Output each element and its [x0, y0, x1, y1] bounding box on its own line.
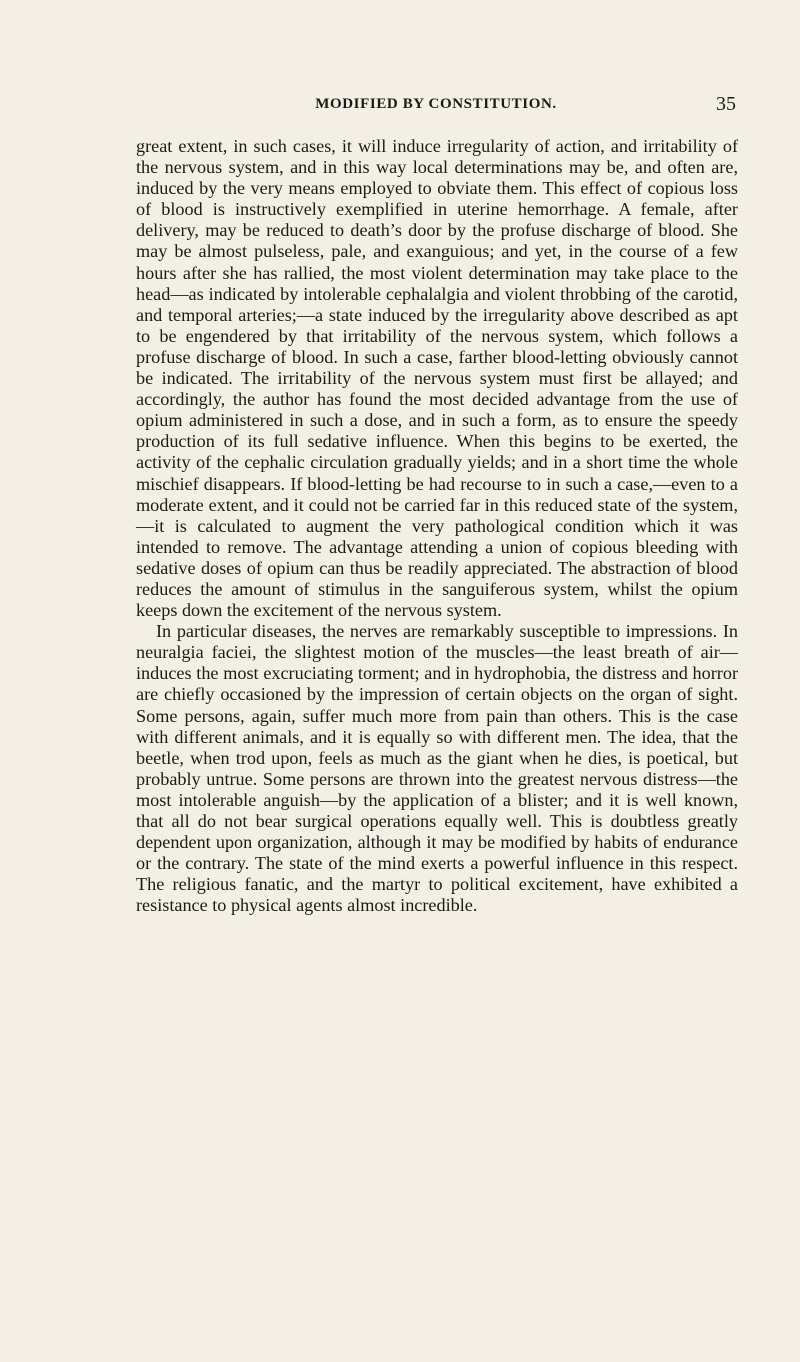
running-head: MODIFIED BY CONSTITUTION.: [315, 96, 557, 112]
paragraph-2: In particular diseases, the nerves are remarkably susceptible to impressions. In neuralgia faciei, the slightest motion of the muscles—the least breath of air—induces the most excruciating torment; and in hydrophobia, the distress and horror are chiefly occasioned by the impression of certain objects on the organ of sight. Some persons, again, suffer much more from pain than others. This is the case with different animals, and it is equally so with different men. The idea, that the beetle, when trod upon, feels as much as the giant when he dies, is poetical, but probably untrue. Some persons are thrown into the greatest nervous distress—the most intolerable anguish—by the application of a blister; and it is well known, that all do not bear surgical operations equally well. This is doubtless greatly dependent upon organization, although it may be modified by habits of endurance or the contrary. The state of the mind exerts a powerful influence in this respect. The religious fanatic, and the martyr to political excitement, have exhibited a resistance to physical agents almost incredible.: [136, 621, 738, 916]
page-header: [136, 92, 736, 116]
body-text: [136, 136, 738, 916]
page-number: 35: [716, 93, 736, 115]
paragraph-1: great extent, in such cases, it will induce irregularity of action, and irritability of the nervous system, and in this way local determinations may be, and often are, induced by the very means employed to obviate them. This effect of copious loss of blood is instructively exemplified in uterine hemorrhage. A female, after delivery, may be reduced to death’s door by the profuse discharge of blood. She may be almost pulseless, pale, and exanguious; and yet, in the course of a few hours after she has rallied, the most violent determination may take place to the head—as indicated by intolerable cephalalgia and violent throbbing of the carotid, and temporal arteries;—a state induced by the irregularity above described as apt to be engendered by that irritability of the nervous system, which follows a profuse discharge of blood. In such a case, farther blood-letting obviously cannot be indicated. The irritability of the nervous system must first be allayed; and accordingly, the author has found the most decided advantage from the use of opium administered in such a dose, and in such a form, as to ensure the speedy production of its full sedative influence. When this begins to be exerted, the activity of the cephalic circulation gradually yields; and in a short time the whole mischief disappears. If blood-letting be had recourse to in such a case,—even to a moderate extent, and it could not be carried far in this reduced state of the system, —it is calculated to augment the very pathological condition which it was intended to remove. The advantage attending a union of copious bleeding with sedative doses of opium can thus be readily appreciated. The abstraction of blood reduces the amount of stimulus in the sanguiferous system, whilst the opium keeps down the excitement of the nervous system.: [136, 136, 738, 621]
